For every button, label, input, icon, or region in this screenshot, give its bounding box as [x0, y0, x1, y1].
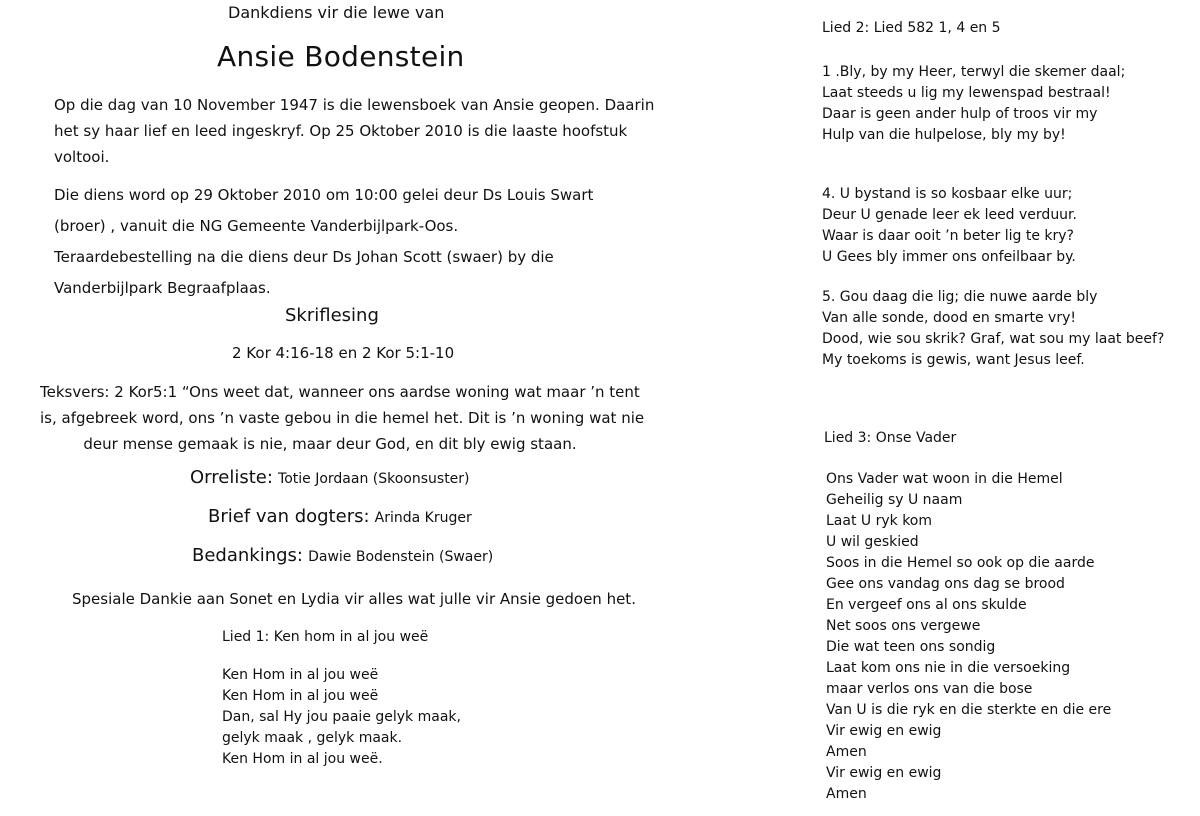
verse-line: Hulp van die hulpelose, bly my by!	[822, 127, 1066, 143]
prayer-line: maar verlos ons van die bose	[826, 681, 1033, 697]
intro-paragraph	[54, 92, 654, 170]
service-paragraph	[54, 180, 593, 304]
service-line: Teraardebestelling na die diens deur Ds Johan Scott (swaer) by die	[54, 248, 554, 266]
song1-line: Ken Hom in al jou weë	[222, 688, 379, 704]
service-line: (broer) , vanuit die NG Gemeente Vanderbijlpark-Oos.	[54, 217, 459, 235]
verse-5	[822, 287, 1164, 371]
special-thanks: Spesiale Dankie aan Sonet en Lydia vir alles wat julle vir Ansie gedoen het.	[72, 590, 636, 608]
letter-row	[208, 506, 472, 527]
thanks-label: Bedankings:	[192, 545, 303, 566]
intro-line: Op die dag van 10 November 1947 is die lewensboek van Ansie geopen. Daarin	[54, 96, 655, 114]
verse-line: 5. Gou daag die lig; die nuwe aarde bly	[822, 289, 1098, 305]
text-verse-line: is, afgebreek word, ons ’n vaste gebou in die hemel het. Dit is ’n woning wat nie	[40, 409, 645, 427]
song1-line: gelyk maak , gelyk maak.	[222, 730, 403, 746]
prayer-line: Ons Vader wat woon in die Hemel	[826, 471, 1063, 487]
verse-line: Deur U genade leer ek leed verduur.	[822, 207, 1077, 223]
prayer-line: Die wat teen ons sondig	[826, 639, 996, 655]
text-verse-line: deur mense gemaak is nie, maar deur God, en dit bly ewig staan.	[83, 435, 577, 453]
intro-line: voltooi.	[54, 148, 110, 166]
verse-line: U Gees bly immer ons onfeilbaar by.	[822, 249, 1076, 265]
prayer-line: Geheilig sy U naam	[826, 492, 963, 508]
organist-value: Totie Jordaan (Skoonsuster)	[278, 471, 470, 487]
song1-line: Ken Hom in al jou weë	[222, 667, 379, 683]
verse-4	[822, 184, 1077, 268]
service-line: Die diens word op 29 Oktober 2010 om 10:00 gelei deur Ds Louis Swart	[54, 186, 594, 204]
prayer-line: Laat U ryk kom	[826, 513, 933, 529]
verse-line: 1 .Bly, by my Heer, terwyl die skemer daal;	[822, 64, 1126, 80]
prayer-line: En vergeef ons al ons skulde	[826, 597, 1027, 613]
prayer-line: Soos in die Hemel so ook op die aarde	[826, 555, 1095, 571]
song1-line: Dan, sal Hy jou paaie gelyk maak,	[222, 709, 461, 725]
song1-line: Ken Hom in al jou weë.	[222, 751, 383, 767]
scripture-heading: Skriflesing	[285, 305, 379, 326]
verse-line: Dood, wie sou skrik? Graf, wat sou my laat beef?	[822, 331, 1165, 347]
prayer-line: Net soos ons vergewe	[826, 618, 981, 634]
service-line: Vanderbijlpark Begraafplaas.	[54, 279, 271, 297]
prayer-line: Van U is die ryk en die sterkte en die ere	[826, 702, 1112, 718]
prayer-line: U wil geskied	[826, 534, 919, 550]
prayer-line: Amen	[826, 744, 867, 760]
deceased-name: Ansie Bodenstein	[217, 40, 465, 73]
header-text: Dankdiens vir die lewe van	[228, 3, 445, 22]
thanks-row	[192, 545, 493, 566]
organist-label: Orreliste:	[190, 467, 273, 488]
intro-line: het sy haar lief en leed ingeskryf. Op 25 Oktober 2010 is die laaste hoofstuk	[54, 122, 628, 140]
verse-line: Van alle sonde, dood en smarte vry!	[822, 310, 1076, 326]
verse-line: Daar is geen ander hulp of troos vir my	[822, 106, 1098, 122]
text-verse	[40, 379, 645, 457]
verse-line: Laat steeds u lig my lewenspad bestraal!	[822, 85, 1111, 101]
verse-line: Waar is daar ooit ’n beter lig te kry?	[822, 228, 1074, 244]
scripture-reference: 2 Kor 4:16-18 en 2 Kor 5:1-10	[232, 344, 455, 362]
letter-value: Arinda Kruger	[374, 510, 472, 526]
text-verse-line: Teksvers: 2 Kor5:1 “Ons weet dat, wanneer ons aardse woning wat maar ’n tent	[40, 383, 640, 401]
song1-title: Lied 1: Ken hom in al jou weë	[222, 629, 429, 645]
song1-lyrics	[222, 665, 461, 770]
verse-line: My toekoms is gewis, want Jesus leef.	[822, 352, 1085, 368]
verse-1	[822, 62, 1125, 146]
song2-title: Lied 2: Lied 582 1, 4 en 5	[822, 20, 1001, 36]
letter-label: Brief van dogters:	[208, 506, 370, 527]
prayer-line: Laat kom ons nie in die versoeking	[826, 660, 1071, 676]
organist-row	[190, 467, 470, 488]
prayer-line: Vir ewig en ewig	[826, 723, 942, 739]
prayer-line: Gee ons vandag ons dag se brood	[826, 576, 1065, 592]
prayer-line: Vir ewig en ewig	[826, 765, 942, 781]
prayer-line: Amen	[826, 786, 867, 802]
thanks-value: Dawie Bodenstein (Swaer)	[308, 549, 494, 565]
lords-prayer	[826, 469, 1111, 805]
verse-line: 4. U bystand is so kosbaar elke uur;	[822, 186, 1073, 202]
song3-title: Lied 3: Onse Vader	[824, 430, 957, 446]
